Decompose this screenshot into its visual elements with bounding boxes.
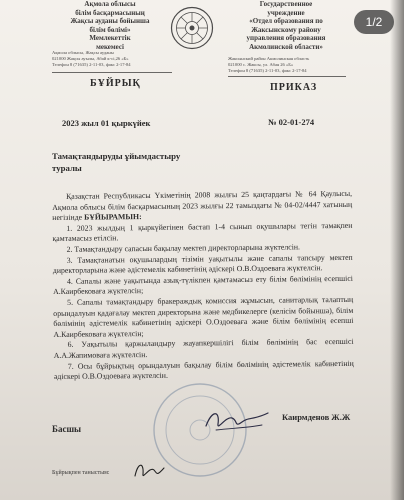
- subject-line: туралы: [52, 163, 82, 173]
- header-right-line: Жаксынскому району: [251, 25, 321, 34]
- header-left-kazakh: [55, 0, 165, 51]
- address-left: [52, 50, 170, 68]
- order-date: 2023 жыл 01 қыркүйек: [62, 118, 151, 128]
- page-edge-shadow: [390, 0, 404, 500]
- acknowledgement-signature-icon: [132, 458, 168, 482]
- order-subject: [52, 150, 202, 174]
- header-divider-left: [52, 72, 172, 73]
- header-left-line: мекемесі: [96, 42, 124, 51]
- address-left-line: Ақмола облысы, Жақсы ауданы: [52, 50, 114, 55]
- header-left-line: білім бөлімі»: [89, 25, 131, 34]
- order-item: 1. 2023 жылдың 1 қыркүйегінен бастап 1-4 сынып оқушылары тегін тамақпен қамтамасыз етілсін.: [52, 220, 353, 244]
- address-right-line: Телефон 8 (71635) 2-11-03, факс 2-17-84: [228, 68, 307, 73]
- header-left-line: білім басқармасының: [75, 8, 145, 17]
- handwritten-signature-icon: [202, 404, 272, 436]
- address-left-line: Телефон 8 (71635) 2-11-03, факс 2-17-84: [52, 62, 131, 67]
- header-left-line: Жақсы ауданы бойынша: [70, 17, 150, 25]
- header-right-line: Акмолинской области»: [249, 42, 323, 51]
- address-right-line: Жаксынский район Акмолинская область: [228, 56, 310, 61]
- header-right-russian: [232, 0, 340, 51]
- header-left-line: Ақмола облысы: [84, 0, 136, 8]
- subject-line: Тамақтандыруды ұйымдастыру: [52, 151, 181, 161]
- header-left-line: Мемлекеттік: [89, 34, 131, 42]
- header-right-line: «Отдел образования по: [249, 17, 323, 25]
- header-right-line: учреждение: [267, 8, 305, 17]
- order-item: 7. Осы бұйрықтың орындалуын бақылау білім бөлімінің әдістемелік кабинетінің әдіскері О.В.Оздоеваға жүктелсін.: [53, 358, 354, 382]
- document-title-kazakh: БҰЙРЫҚ: [90, 78, 141, 89]
- header-divider-right: [228, 76, 346, 77]
- order-item: 3. Тамақтанатын оқушылардың тізімін уақытылы және сапалы тапсыру мектеп директорларына және әдістемелік кабинетінің әдіскері О.В.Оздоеваға жүктелсін.: [52, 252, 353, 276]
- address-left-line: 021000 Жақсы ауылы, Абай к-сі,26 «Б»: [52, 56, 129, 61]
- document-title-russian: ПРИКАЗ: [270, 82, 318, 93]
- signer-name: Каирмденов Ж.Ж: [282, 412, 351, 422]
- state-emblem-icon: [170, 6, 214, 50]
- order-item: 6. Уақытылы қаржыландыру жауапкершілігі білім бөлімінің бас есепшісі А.А.Жапимоваға жүктелсін.: [53, 337, 354, 360]
- signer-role: Басшы: [52, 424, 82, 434]
- order-body: [52, 189, 354, 383]
- page-counter-badge: 1/2: [354, 10, 394, 34]
- header-right-line: Государственное: [259, 0, 313, 8]
- address-right: [228, 56, 344, 74]
- order-item: 4. Сапалы және уақытында азық-түлікпен қамтамасыз ету білім бөлімінің есепшісі А.Каирбековаға жүктелсін;: [52, 273, 353, 297]
- acknowledgement-label: Бұйрықпен таныстым:: [52, 470, 110, 476]
- header-right-line: управления образования: [246, 34, 326, 42]
- order-item: 5. Сапалы тамақтандыру бракераждық комиссия жұмысын, санитарлық талаптың орындалуын қадағалау мектеп директорына және медбикелерге (келісім бойынша), білім бөлімінің әдістемелік кабинетінің әдіскері О.Оздоеваға және білім бөлімінің есепші А.Каирбековаға жүктелсін;: [53, 294, 354, 339]
- order-item: 2. Тамақтандыру сапасын бақылау мектеп директорларына жүктелсін.: [66, 242, 301, 254]
- address-right-line: 021000 с. Жаксы, ул. Абая 26 «Б»: [228, 62, 294, 67]
- order-keyword: БҰЙЫРАМЫН:: [84, 212, 142, 222]
- preamble-text: Қазақстан Республикасы Үкіметінің 2008 жылғы 25 қаңтардағы № 64 Қаулысы, Ақмола облысы білім басқармасының 2023 жылғы 22 тамыздағы № 04-02/4447 хатының негізінде: [52, 188, 353, 223]
- order-number: № 02-01-274: [268, 117, 315, 127]
- preamble-paragraph: [52, 189, 352, 224]
